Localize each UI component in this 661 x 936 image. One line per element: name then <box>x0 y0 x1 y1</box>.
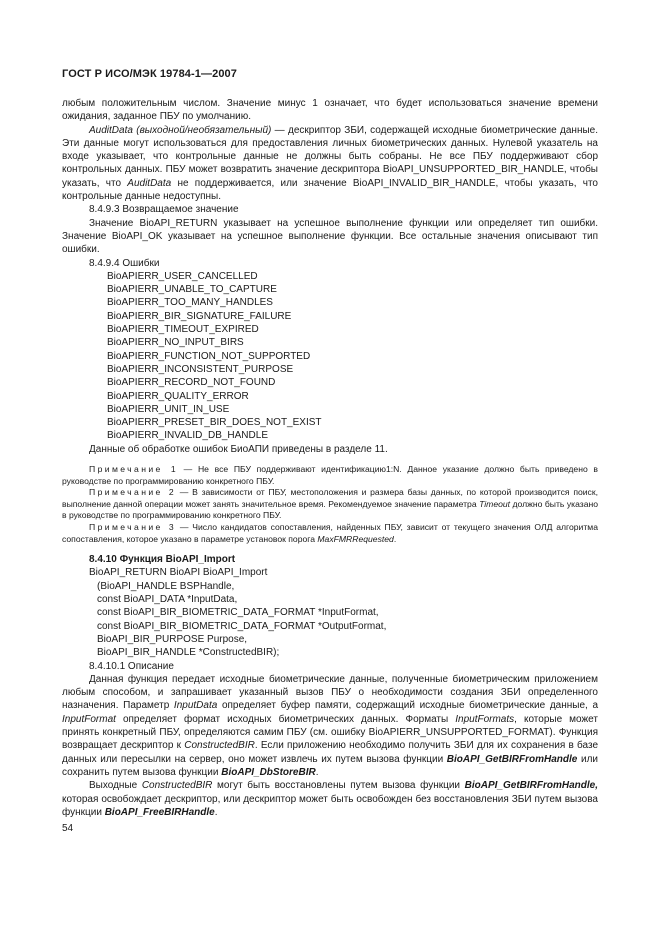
code-param-line: BioAPI_BIR_HANDLE *ConstructedBIR); <box>97 647 280 659</box>
section-8-4-10-1-heading: 8.4.10.1 Описание <box>89 660 174 672</box>
function-ref-getbirfromhandle: BioAPI_GetBIRFromHandle <box>446 753 578 765</box>
paragraph-constructedbir: Выходные ConstructedBIR могут быть восстановлены путем вызова функции BioAPI_GetBIRFromHandle, которая освобождает дескриптор, или дескриптор может быть освобожден без восстановления ЗБИ путем вызова функции BioAPI_FreeBIRHandle. <box>62 780 598 818</box>
code-param-line: const BioAPI_BIR_BIOMETRIC_DATA_FORMAT *InputFormat, <box>97 607 379 619</box>
error-item: BioAPIERR_PRESET_BIR_DOES_NOT_EXIST <box>107 417 322 429</box>
document-header: ГОСТ Р ИСО/МЭК 19784-1—2007 <box>62 68 237 80</box>
code-params <box>62 580 598 660</box>
code-param-line: (BioAPI_HANDLE BSPHandle, <box>97 580 235 592</box>
term-auditdata: AuditData (выходной/необязательный) <box>89 124 272 136</box>
function-ref-getbirfromhandle: BioAPI_GetBIRFromHandle, <box>464 780 598 792</box>
error-list <box>62 270 598 443</box>
error-item: BioAPIERR_NO_INPUT_BIRS <box>107 337 244 349</box>
error-item: BioAPIERR_INCONSISTENT_PURPOSE <box>107 363 294 375</box>
error-item: BioAPIERR_UNABLE_TO_CAPTURE <box>107 284 277 296</box>
note-1: Примечание 1 — Не все ПБУ поддерживают идентификацию1:N. Данное указание должно быть приведено в руководстве по программированию конкретного ПБУ. <box>62 464 598 486</box>
paragraph-import-description: Данная функция передает исходные биометрические данные, полученные биометрическим приложением любым способом, и запрашивает указанный вызов ПБУ о необходимости создания ЗБИ определенного назначения. Параметр InputData определяет буфер памяти, содержащий исходные биометрические данные, а InputFormat определяет формат исходных биометрических данных. Форматы InputFormats, которые может принять конкретный ПБУ, определяются самим ПБУ (см. ошибку BioAPIERR_UNSUPPORTED_FORMAT). Функция возвращает дескриптор к ConstructedBIR. Если приложению необходимо получить ЗБИ для их сохранения в базе данных или пересылки на сервер, оно может извлечь их путем вызова функции BioAPI_GetBIRFromHandle или сохранить путем вызова функции BioAPI_DbStoreBIR. <box>62 673 599 778</box>
error-item: BioAPIERR_TOO_MANY_HANDLES <box>107 297 273 309</box>
paragraph-return-value: Значение BioAPI_RETURN указывает на успешное выполнение функции или определяет тип ошибки. Значение BioAPI_OK указывает на успешное выполнение функции. Все остальные значения описывают тип ошибки. <box>62 217 598 256</box>
function-ref-dbstorebir: BioAPI_DbStoreBIR <box>221 766 316 778</box>
code-param-line: const BioAPI_BIR_BIOMETRIC_DATA_FORMAT *OutputFormat, <box>97 620 387 632</box>
page-number: 54 <box>62 823 74 834</box>
error-item: BioAPIERR_UNIT_IN_USE <box>107 403 230 415</box>
note-2: Примечание 2 — В зависимости от ПБУ, местоположения и размера базы данных, по которой производится поиск, выполнение данной операции может занять значительное время. Рекомендуемое значение параметра Timeout должно быть указано в руководстве по программированию конкретного ПБУ. <box>62 487 599 521</box>
page-body <box>62 97 598 819</box>
error-item: BioAPIERR_USER_CANCELLED <box>107 270 258 282</box>
section-8-4-9-3-heading: 8.4.9.3 Возвращаемое значение <box>89 204 239 216</box>
error-item: BioAPIERR_RECORD_NOT_FOUND <box>107 377 276 389</box>
error-item: BioAPIERR_INVALID_DB_HANDLE <box>107 430 268 442</box>
error-item: BioAPIERR_FUNCTION_NOT_SUPPORTED <box>107 350 311 362</box>
error-item: BioAPIERR_TIMEOUT_EXPIRED <box>107 324 259 336</box>
paragraph-timeout-continued: любым положительным числом. Значение минус 1 означает, что будет использоваться значение времени ожидания, заданное ПБУ по умолчанию. <box>62 98 598 123</box>
paragraph-error-handling-ref: Данные об обработке ошибок БиоАПИ приведены в разделе 11. <box>89 443 388 455</box>
code-param-line: BioAPI_BIR_PURPOSE Purpose, <box>97 633 248 645</box>
section-8-4-9-4-heading: 8.4.9.4 Ошибки <box>89 257 160 269</box>
paragraph-auditdata: AuditData (выходной/необязательный) — дескриптор ЗБИ, содержащей исходные биометрические данные. Эти данные могут использоваться для предоставления личных биометрических данных. Нулевой указатель на входе указывает, что контрольные данные не должны быть собраны. Не все ПБУ поддерживают сбор контрольных данных. ПБУ может возвратить значение дескриптора BioAPI_UNSUPPORTED_BIR_HANDLE, чтобы указать, что AuditData не поддерживается, или значение BioAPI_INVALID_BIR_HANDLE, чтобы указать, что контрольные данные недоступны. <box>62 124 598 203</box>
error-item: BioAPIERR_BIR_SIGNATURE_FAILURE <box>107 310 292 322</box>
error-item: BioAPIERR_QUALITY_ERROR <box>107 390 249 402</box>
note-3: Примечание 3 — Число кандидатов сопоставления, найденных ПБУ, зависит от текущего значения ОЛД алгоритма сопоставления, которое указано в параметре установок порога MaxFMRRequested. <box>62 521 598 544</box>
code-param-line: const BioAPI_DATA *InputData, <box>97 594 238 606</box>
code-signature: BioAPI_RETURN BioAPI BioAPI_Import <box>89 567 268 579</box>
function-ref-freebirhandle: BioAPI_FreeBIRHandle <box>104 806 215 818</box>
section-8-4-10-heading: 8.4.10 Функция BioAPI_Import <box>89 554 236 566</box>
